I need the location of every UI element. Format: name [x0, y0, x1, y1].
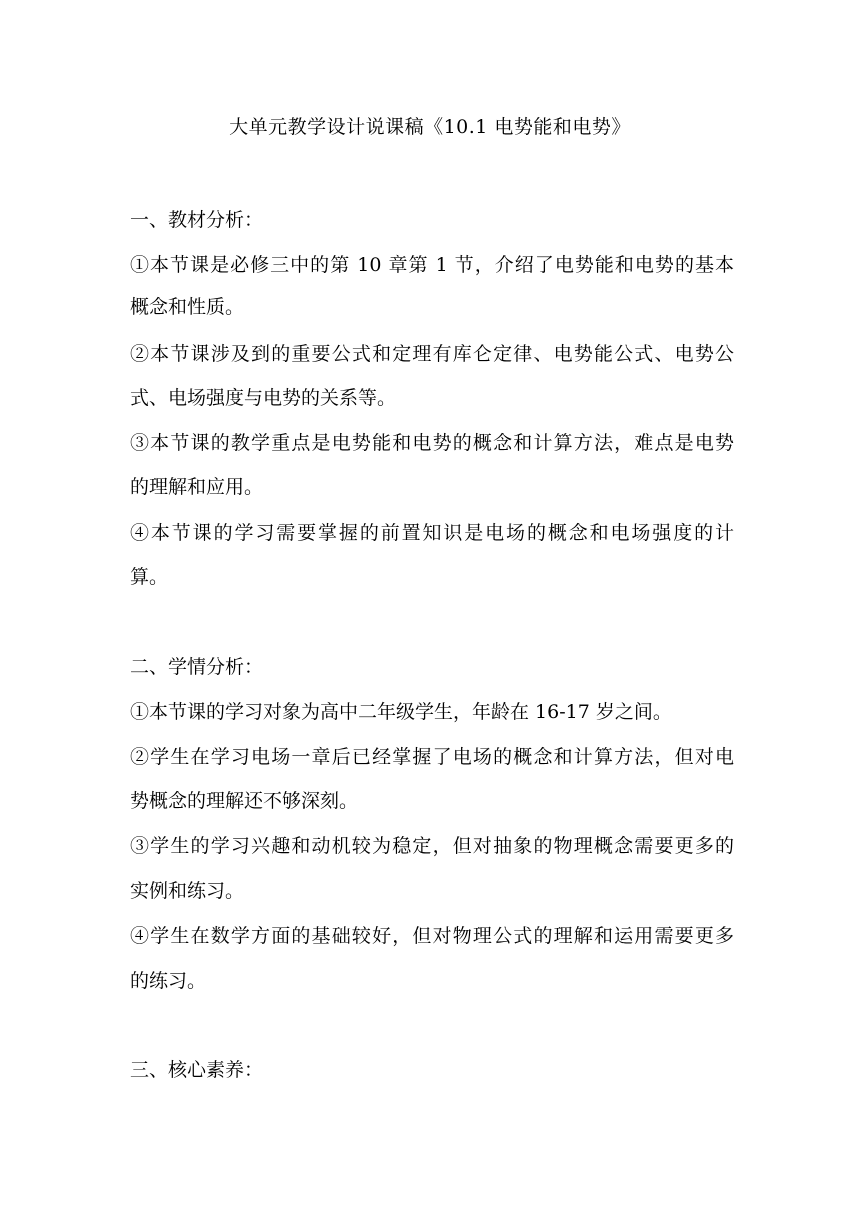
paragraph-line: 的练习。: [130, 970, 207, 992]
paragraph-line: ②本节课涉及到的重要公式和定理有库仑定律、电势能公式、电势公: [130, 343, 734, 365]
paragraph-line: ①本节课是必修三中的第 10 章第 1 节，介绍了电势能和电势的基本: [130, 254, 734, 276]
paragraph-line: 实例和练习。: [130, 880, 245, 902]
document-title: 大单元教学设计说课稿《10.1 电势能和电势》: [229, 116, 631, 138]
section-heading-student-analysis: 二、学情分析：: [130, 656, 264, 678]
section-heading-materials-analysis: 一、教材分析：: [130, 209, 264, 231]
paragraph-line: 概念和性质。: [130, 296, 245, 318]
paragraph-line: 算。: [130, 566, 169, 588]
paragraph-line: ③学生的学习兴趣和动机较为稳定，但对抽象的物理概念需要更多的: [130, 835, 734, 857]
paragraph-line: ④学生在数学方面的基础较好，但对物理公式的理解和运用需要更多: [130, 925, 734, 947]
paragraph-line: 的理解和应用。: [130, 476, 264, 498]
paragraph-line: ③本节课的教学重点是电势能和电势的概念和计算方法，难点是电势: [130, 432, 734, 454]
paragraph-line: 势概念的理解还不够深刻。: [130, 790, 359, 812]
paragraph-line: ②学生在学习电场一章后已经掌握了电场的概念和计算方法，但对电: [130, 746, 734, 768]
section-heading-core-competencies: 三、核心素养：: [130, 1059, 264, 1081]
paragraph-line: ④本节课的学习需要掌握的前置知识是电场的概念和电场强度的计: [130, 522, 734, 544]
paragraph-line: 式、电场强度与电势的关系等。: [130, 387, 397, 409]
paragraph-line: ①本节课的学习对象为高中二年级学生，年龄在 16-17 岁之间。: [130, 701, 672, 723]
